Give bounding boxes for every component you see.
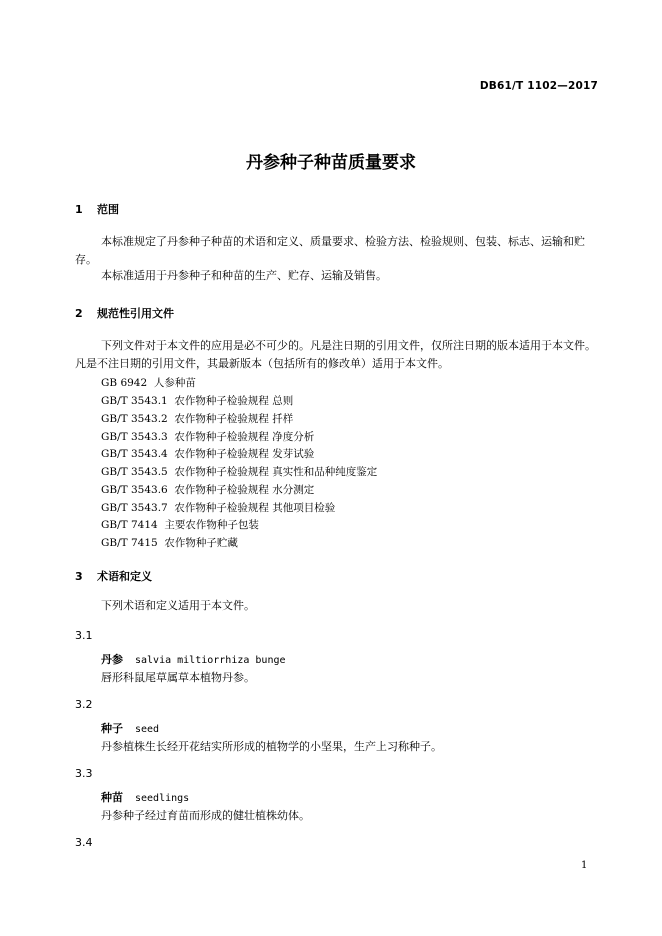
paragraph: 下列术语和定义适用于本文件。 — [101, 599, 255, 612]
term-entry — [101, 789, 189, 805]
term-zh: 种子 — [101, 722, 123, 735]
page-number: 1 — [581, 860, 588, 871]
section-3-heading — [75, 568, 152, 584]
term-definition: 丹参种子经过育苗而形成的健壮植株幼体。 — [101, 809, 310, 822]
term-en: seedlings — [135, 793, 190, 804]
term-en: salvia miltiorrhiza bunge — [135, 655, 286, 666]
document-code: DB61/T 1102—2017 — [479, 80, 598, 92]
term-definition: 丹参植株生长经开花结实所形成的植物学的小坚果，生产上习称种子。 — [101, 740, 442, 753]
section-title: 术语和定义 — [97, 570, 152, 583]
section-number: 3 — [75, 570, 83, 583]
paragraph: 本标准规定了丹参种子种苗的术语和定义、质量要求、检验方法、检验规则、包装、标志、运输和贮存。 — [75, 235, 585, 266]
reference-item: GB/T 3543.4 农作物种子检验规程 发芽试验 — [101, 448, 315, 460]
term-definition: 唇形科鼠尾草属草本植物丹参。 — [101, 671, 255, 684]
clause-number: 3.1 — [75, 629, 93, 642]
term-zh: 丹参 — [101, 653, 123, 666]
reference-item: GB/T 3543.3 农作物种子检验规程 净度分析 — [101, 431, 315, 443]
paragraph: 下列文件对于本文件的应用是必不可少的。凡是注日期的引用文件，仅所注日期的版本适用于本文件。凡是不注日期的引用文件，其最新版本（包括所有的修改单）适用于本文件。 — [75, 339, 596, 370]
reference-item: GB/T 7414 主要农作物种子包装 — [101, 519, 259, 531]
reference-item: GB/T 3543.2 农作物种子检验规程 扦样 — [101, 413, 294, 425]
section-2-heading — [75, 305, 174, 321]
reference-item: GB/T 3543.1 农作物种子检验规程 总则 — [101, 395, 294, 407]
paragraph: 本标准适用于丹参种子和种苗的生产、贮存、运输及销售。 — [101, 269, 387, 282]
clause-number: 3.3 — [75, 767, 93, 780]
term-entry — [101, 720, 159, 736]
term-zh: 种苗 — [101, 791, 123, 804]
section-1-heading — [75, 201, 119, 217]
section-number: 1 — [75, 203, 83, 216]
clause-number: 3.4 — [75, 836, 93, 849]
reference-item: GB 6942 人参种苗 — [101, 377, 196, 389]
section-title: 范围 — [97, 203, 119, 216]
reference-item: GB/T 3543.5 农作物种子检验规程 真实性和品种纯度鉴定 — [101, 466, 378, 478]
reference-item: GB/T 3543.6 农作物种子检验规程 水分测定 — [101, 484, 315, 496]
term-en: seed — [135, 724, 160, 735]
section-number: 2 — [75, 307, 83, 320]
clause-number: 3.2 — [75, 698, 93, 711]
term-entry — [101, 651, 286, 667]
reference-item: GB/T 7415 农作物种子贮藏 — [101, 537, 238, 549]
page-title: 丹参种子种苗质量要求 — [246, 153, 416, 173]
section-title: 规范性引用文件 — [97, 307, 174, 320]
reference-item: GB/T 3543.7 农作物种子检验规程 其他项目检验 — [101, 502, 336, 514]
